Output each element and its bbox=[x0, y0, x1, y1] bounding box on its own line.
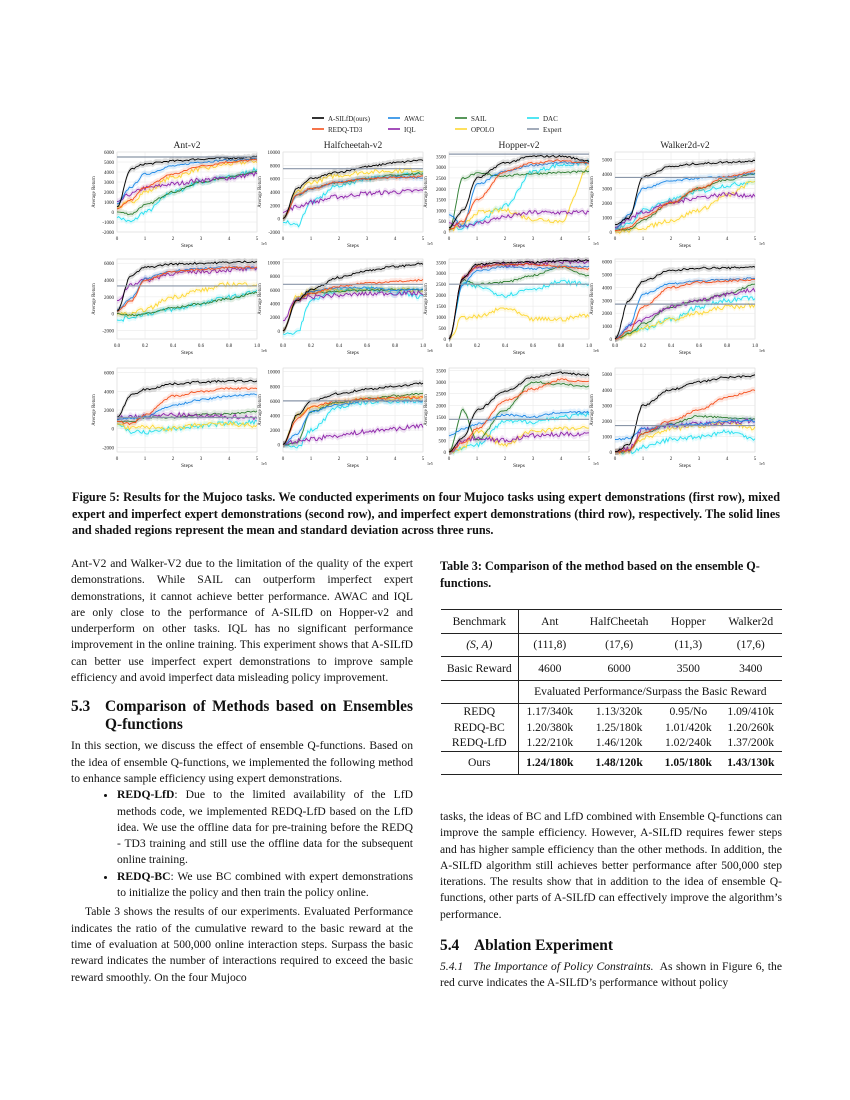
x-tick-label: 0.4 bbox=[501, 344, 509, 349]
x-tick-label: 4 bbox=[725, 457, 729, 462]
x-tick-label: 0 bbox=[281, 457, 285, 462]
y-axis-label: Average Return bbox=[258, 283, 263, 315]
y-tick-label: 1000 bbox=[436, 209, 446, 215]
y-tick-label: 2000 bbox=[270, 429, 280, 435]
list-term: REDQ-BC bbox=[117, 869, 171, 883]
section-number: 5.4 bbox=[440, 937, 460, 955]
y-tick-label: 500 bbox=[438, 220, 446, 226]
x-tick-label: 0 bbox=[447, 237, 451, 242]
subplot bbox=[615, 152, 755, 236]
x-tick-label: 3 bbox=[365, 237, 369, 242]
comparison-table bbox=[441, 609, 782, 775]
table-cell: Benchmark bbox=[441, 610, 518, 634]
y-tick-label: 1000 bbox=[104, 201, 114, 206]
y-tick-label: 6000 bbox=[270, 399, 280, 405]
x-tick-label: 0.0 bbox=[611, 344, 619, 349]
legend-label: AWAC bbox=[404, 115, 425, 123]
x-tick-label: 0.2 bbox=[307, 344, 315, 349]
table-cell: 3500 bbox=[657, 657, 719, 681]
table-cell: 1.09/410k bbox=[720, 704, 782, 720]
y-tick-label: 2000 bbox=[602, 419, 612, 425]
x-tick-label: 1 bbox=[143, 457, 147, 462]
y-tick-label: 4000 bbox=[104, 279, 114, 285]
x-tick-label: 3 bbox=[531, 457, 535, 462]
legend-entry bbox=[312, 115, 371, 123]
y-tick-label: 0 bbox=[443, 231, 446, 236]
y-tick-label: 500 bbox=[438, 327, 446, 333]
x-tick-label: 5 bbox=[255, 457, 259, 462]
y-tick-label: 0 bbox=[111, 427, 114, 433]
y-tick-label: 1000 bbox=[602, 216, 612, 222]
legend-entry bbox=[527, 115, 558, 123]
y-tick-label: 6000 bbox=[104, 151, 114, 156]
table-cell: 1.01/420k bbox=[664, 720, 712, 734]
legend-label: DAC bbox=[543, 115, 558, 123]
legend-entry bbox=[527, 126, 562, 134]
y-tick-label: 1000 bbox=[602, 325, 612, 331]
y-tick-label: 2000 bbox=[436, 404, 446, 410]
y-tick-label: 4000 bbox=[602, 388, 612, 394]
legend-label: OPOLO bbox=[471, 126, 495, 134]
y-tick-label: 3500 bbox=[436, 155, 446, 161]
y-tick-label: 2000 bbox=[270, 204, 280, 210]
x-tick-label: 0 bbox=[115, 237, 119, 242]
list-text: : Due to the limited availability of the LfD methods code, we implemented REDQ-LfD based on the LfD idea. We use the offline data for pre-training before the REDQ - TD3 training and still use the offline data for the subsequent online training. bbox=[117, 788, 413, 867]
paragraph: In this section, we discuss the effect of ensemble Q-functions. Based on the idea of ensemble Q-functions, we implemented the following method to enhance sample efficiency using expert demonstrations. bbox=[71, 739, 413, 785]
table-row bbox=[441, 633, 782, 657]
y-tick-label: 1500 bbox=[436, 305, 446, 311]
legend-label: REDQ-TD3 bbox=[328, 126, 363, 134]
x-scale-label: 1e6 bbox=[261, 348, 267, 353]
x-tick-label: 0.8 bbox=[225, 344, 233, 349]
x-tick-label: 2 bbox=[669, 237, 673, 242]
y-tick-label: 8000 bbox=[270, 164, 280, 170]
x-tick-label: 0.6 bbox=[695, 344, 703, 349]
x-scale-label: 1e6 bbox=[427, 348, 433, 353]
legend-entry bbox=[455, 126, 494, 134]
x-tick-label: 2 bbox=[337, 237, 341, 242]
y-tick-label: 4000 bbox=[104, 171, 114, 176]
y-tick-label: 10000 bbox=[267, 370, 280, 376]
y-tick-label: -2000 bbox=[268, 231, 280, 236]
y-tick-label: 3000 bbox=[602, 299, 612, 305]
table-cell: 6000 bbox=[581, 657, 657, 681]
y-tick-label: 3000 bbox=[104, 181, 114, 186]
y-tick-label: 10000 bbox=[267, 261, 280, 267]
table-cell: 4600 bbox=[518, 657, 581, 681]
x-scale-label: 1e6 bbox=[593, 348, 599, 353]
x-tick-label: 1 bbox=[309, 237, 313, 242]
x-tick-label: 2 bbox=[669, 457, 673, 462]
section-number: 5.3 bbox=[71, 698, 91, 716]
x-tick-label: 4 bbox=[559, 237, 563, 242]
y-tick-label: 6000 bbox=[270, 288, 280, 294]
x-tick-label: 0.4 bbox=[667, 344, 675, 349]
table-cell: 1.20/380k bbox=[526, 720, 574, 734]
legend-label: A-SILfD(ours) bbox=[328, 115, 370, 123]
x-scale-label: 1e5 bbox=[427, 461, 433, 466]
x-tick-label: 1.0 bbox=[751, 344, 759, 349]
x-axis-label: Steps bbox=[513, 463, 525, 469]
y-axis-label: Average Return bbox=[424, 176, 429, 208]
x-tick-label: 4 bbox=[725, 237, 729, 242]
table-row bbox=[441, 735, 782, 751]
y-tick-label: 1000 bbox=[436, 316, 446, 322]
y-tick-label: 2500 bbox=[436, 176, 446, 182]
x-tick-label: 4 bbox=[227, 237, 231, 242]
figure-5-mujoco-results bbox=[0, 0, 850, 480]
subplot bbox=[283, 368, 423, 452]
y-tick-label: 4000 bbox=[602, 172, 612, 178]
x-tick-label: 1.0 bbox=[585, 344, 593, 349]
subplot bbox=[449, 368, 589, 456]
table-cell: (17,6) bbox=[720, 633, 782, 657]
x-tick-label: 5 bbox=[587, 457, 591, 462]
y-axis-label: Average Return bbox=[92, 176, 97, 208]
x-tick-label: 2 bbox=[171, 457, 175, 462]
table-cell: 1.13/320k bbox=[581, 704, 657, 720]
y-axis-label: Average Return bbox=[424, 283, 429, 315]
x-tick-label: 5 bbox=[421, 237, 425, 242]
subsection-title: The Importance of Policy Constraints. bbox=[473, 960, 654, 974]
paragraph: Table 3 shows the results of our experiments. Evaluated Performance indicates the ratio of the cumulative reward to the basic reward at the time of evaluation at 500,000 online interaction steps. Surpass the basic reward indicates the number of interactions required to exceed the basic reward smoothly. On the four Mujoco bbox=[71, 905, 413, 984]
table-cell: (11,3) bbox=[657, 633, 719, 657]
section-heading-5-3 bbox=[71, 698, 413, 734]
y-tick-label: 2000 bbox=[602, 312, 612, 318]
y-tick-label: 6000 bbox=[104, 262, 114, 268]
x-tick-label: 0.2 bbox=[141, 344, 149, 349]
x-tick-label: 0 bbox=[115, 457, 119, 462]
y-axis-label: Average Return bbox=[258, 394, 263, 426]
table-cell: 1.17/340k bbox=[518, 704, 581, 720]
y-tick-label: 0 bbox=[277, 443, 280, 449]
y-tick-label: 10000 bbox=[267, 151, 280, 156]
y-tick-label: 4000 bbox=[270, 302, 280, 308]
y-tick-label: 1000 bbox=[602, 435, 612, 441]
x-tick-label: 0.8 bbox=[391, 344, 399, 349]
right-column bbox=[440, 809, 782, 992]
legend-label: IQL bbox=[404, 126, 416, 134]
table-caption: Table 3: Comparison of the method based on the ensemble Q-functions. bbox=[440, 559, 760, 590]
paragraph bbox=[440, 959, 782, 992]
x-tick-label: 3 bbox=[697, 457, 701, 462]
y-axis-label: Average Return bbox=[590, 176, 595, 208]
x-scale-label: 1e5 bbox=[593, 241, 599, 246]
x-tick-label: 0 bbox=[613, 237, 617, 242]
paragraph: Ant-V2 and Walker-V2 due to the limitation of the quality of the expert demonstrations. While SAIL can outperform imperfect expert demonstrations, it cannot achieve better performance. AWAC and IQL are only close to the performance of A-SILfD on Hopper-v2 and underperform on other tasks. IQL has no significant performance improvement in the online training. This experiment shows that A-SILfD can better use imperfect expert demonstrations to improve sample efficiency and avoid imperfect data misleading policy improvement. bbox=[71, 557, 413, 685]
y-tick-label: -1000 bbox=[102, 221, 114, 226]
x-axis-label: Steps bbox=[181, 350, 193, 356]
paragraph-text: As shown in Figure 6, the red curve indicates the A-SILfD’s performance without policy bbox=[440, 960, 782, 990]
subplot bbox=[615, 259, 755, 342]
table-cell: 1.25/180k bbox=[595, 720, 643, 734]
y-tick-label: 0 bbox=[443, 338, 446, 343]
y-tick-label: -2000 bbox=[102, 231, 114, 236]
x-tick-label: 4 bbox=[393, 457, 397, 462]
subplot-title: Walker2d-v2 bbox=[660, 141, 710, 151]
y-axis-label: Average Return bbox=[424, 394, 429, 426]
y-tick-label: 1500 bbox=[436, 416, 446, 421]
table-cell: 1.46/120k bbox=[595, 736, 643, 750]
y-tick-label: 6000 bbox=[270, 177, 280, 183]
x-tick-label: 3 bbox=[697, 237, 701, 242]
method-list bbox=[71, 787, 413, 901]
x-tick-label: 3 bbox=[531, 237, 535, 242]
section-title: Comparison of Methods based on Ensembles Q-functions bbox=[105, 698, 413, 734]
x-tick-label: 5 bbox=[255, 237, 259, 242]
legend-entry bbox=[388, 126, 416, 134]
y-tick-label: 2000 bbox=[602, 201, 612, 207]
subplot bbox=[449, 152, 589, 234]
x-tick-label: 5 bbox=[587, 237, 591, 242]
y-axis-label: Average Return bbox=[590, 394, 595, 426]
x-tick-label: 1 bbox=[475, 237, 479, 242]
x-tick-label: 1 bbox=[641, 457, 645, 462]
x-tick-label: 5 bbox=[753, 457, 757, 462]
y-tick-label: 4000 bbox=[270, 414, 280, 420]
x-scale-label: 1e5 bbox=[759, 461, 765, 466]
y-tick-label: 4000 bbox=[270, 191, 280, 196]
table-cell: (S, A) bbox=[441, 633, 518, 657]
table-cell: 1.24/180k bbox=[518, 751, 581, 775]
x-tick-label: 3 bbox=[199, 457, 203, 462]
x-scale-label: 1e5 bbox=[759, 241, 765, 246]
y-tick-label: 0 bbox=[609, 231, 612, 236]
x-tick-label: 1 bbox=[641, 237, 645, 242]
y-tick-label: 3000 bbox=[436, 381, 446, 386]
y-tick-label: 0 bbox=[111, 312, 114, 318]
x-scale-label: 1e6 bbox=[759, 348, 765, 353]
x-tick-label: 0 bbox=[613, 457, 617, 462]
figure-caption: Figure 5: Results for the Mujoco tasks. We conducted experiments on four Mujoco tasks using expert demonstrations (first row), mixed expert and imperfect expert demonstrations (second row), and imperfect expert demonstrations (third row), respectively. The solid lines and shaded regions represent the mean and standard deviation across three runs. bbox=[72, 490, 780, 538]
table-row bbox=[441, 720, 782, 736]
legend-entry bbox=[312, 126, 363, 134]
x-tick-label: 0.2 bbox=[639, 344, 647, 349]
y-tick-label: 3000 bbox=[602, 404, 612, 410]
y-tick-label: 3000 bbox=[602, 187, 612, 193]
x-tick-label: 0.6 bbox=[363, 344, 371, 349]
x-tick-label: 0.6 bbox=[529, 344, 537, 349]
table-cell: 1.20/260k bbox=[727, 720, 775, 734]
x-tick-label: 5 bbox=[421, 457, 425, 462]
y-tick-label: 3000 bbox=[436, 166, 446, 172]
table-cell: Ant bbox=[518, 610, 581, 634]
y-tick-label: 500 bbox=[438, 439, 446, 445]
x-axis-label: Steps bbox=[513, 243, 525, 249]
y-tick-label: 6000 bbox=[602, 260, 612, 266]
table-cell: REDQ-LfD bbox=[441, 735, 518, 751]
x-axis-label: Steps bbox=[181, 243, 193, 249]
x-tick-label: 0.6 bbox=[197, 344, 205, 349]
table-row bbox=[441, 657, 782, 681]
x-tick-label: 1 bbox=[475, 457, 479, 462]
y-tick-label: 2500 bbox=[436, 283, 446, 289]
x-axis-label: Steps bbox=[347, 243, 359, 249]
x-tick-label: 3 bbox=[365, 457, 369, 462]
y-tick-label: 8000 bbox=[270, 385, 280, 391]
table-cell: Walker2d bbox=[720, 610, 782, 634]
y-tick-label: 0 bbox=[443, 451, 446, 456]
x-tick-label: 0 bbox=[281, 237, 285, 242]
table-row bbox=[441, 680, 782, 704]
x-tick-label: 3 bbox=[199, 237, 203, 242]
y-tick-label: 0 bbox=[277, 217, 280, 223]
x-tick-label: 4 bbox=[227, 457, 231, 462]
legend-entry bbox=[455, 115, 487, 123]
section-heading-5-4 bbox=[440, 937, 782, 955]
subplot bbox=[117, 258, 257, 339]
y-tick-label: 5000 bbox=[602, 273, 612, 279]
table-cell: (111,8) bbox=[518, 633, 581, 657]
x-tick-label: 0.0 bbox=[445, 344, 453, 349]
y-tick-label: 0 bbox=[277, 329, 280, 335]
table-cell: 1.43/130k bbox=[720, 751, 782, 775]
x-axis-label: Steps bbox=[679, 350, 691, 356]
x-scale-label: 1e5 bbox=[427, 241, 433, 246]
table-cell: REDQ bbox=[441, 704, 518, 720]
x-tick-label: 1 bbox=[143, 237, 147, 242]
x-tick-label: 1 bbox=[309, 457, 313, 462]
y-axis-label: Average Return bbox=[590, 283, 595, 315]
y-axis-label: Average Return bbox=[258, 176, 263, 208]
table-cell: 1.02/240k bbox=[664, 736, 712, 750]
y-tick-label: 4000 bbox=[602, 286, 612, 292]
x-tick-label: 0.4 bbox=[169, 344, 177, 349]
subsection-number: 5.4.1 bbox=[440, 960, 464, 974]
legend-label: Expert bbox=[543, 126, 562, 134]
y-tick-label: 3500 bbox=[436, 369, 446, 375]
y-tick-label: -2000 bbox=[102, 329, 114, 335]
x-tick-label: 0.4 bbox=[335, 344, 343, 349]
x-tick-label: 2 bbox=[171, 237, 175, 242]
table-cell: 1.05/180k bbox=[657, 751, 719, 775]
x-tick-label: 2 bbox=[503, 457, 507, 462]
y-axis-label: Average Return bbox=[92, 394, 97, 426]
x-axis-label: Steps bbox=[679, 463, 691, 469]
x-scale-label: 1e5 bbox=[261, 461, 267, 466]
table-cell: 0.95/No bbox=[657, 704, 719, 720]
y-tick-label: 1000 bbox=[436, 427, 446, 433]
table-cell: (17,6) bbox=[581, 633, 657, 657]
x-tick-label: 2 bbox=[503, 237, 507, 242]
table-row-ours bbox=[441, 751, 782, 775]
x-tick-label: 4 bbox=[393, 237, 397, 242]
legend-entry bbox=[388, 115, 424, 123]
y-tick-label: 3500 bbox=[436, 261, 446, 267]
x-axis-label: Steps bbox=[679, 243, 691, 249]
y-tick-label: 2500 bbox=[436, 392, 446, 398]
x-tick-label: 0.0 bbox=[279, 344, 287, 349]
subplot bbox=[117, 152, 257, 232]
x-tick-label: 0.8 bbox=[723, 344, 731, 349]
x-scale-label: 1e5 bbox=[593, 461, 599, 466]
x-tick-label: 1.0 bbox=[253, 344, 261, 349]
table-cell: REDQ-BC bbox=[441, 720, 518, 736]
table-cell: Basic Reward bbox=[441, 657, 518, 681]
x-tick-label: 0.0 bbox=[113, 344, 121, 349]
x-tick-label: 0.2 bbox=[473, 344, 481, 349]
table-span-header: Evaluated Performance/Surpass the Basic Reward bbox=[518, 680, 782, 704]
x-axis-label: Steps bbox=[513, 350, 525, 356]
left-column bbox=[71, 556, 413, 986]
subplot bbox=[283, 259, 423, 339]
subplot bbox=[449, 257, 589, 343]
y-tick-label: 2000 bbox=[104, 409, 114, 414]
y-tick-label: 0 bbox=[111, 211, 114, 216]
list-item bbox=[117, 787, 413, 868]
x-tick-label: 4 bbox=[559, 457, 563, 462]
list-text: : We use BC combined with expert demonstrations to initialize the policy and then train the policy online. bbox=[117, 869, 413, 900]
section-title: Ablation Experiment bbox=[474, 937, 613, 955]
table-cell: Hopper bbox=[657, 610, 719, 634]
y-tick-label: 5000 bbox=[104, 161, 114, 166]
subplot-title: Hopper-v2 bbox=[498, 141, 540, 151]
subplot bbox=[117, 368, 257, 452]
x-axis-label: Steps bbox=[347, 463, 359, 469]
x-tick-label: 0.8 bbox=[557, 344, 565, 349]
y-tick-label: 5000 bbox=[602, 158, 612, 164]
y-tick-label: 2000 bbox=[270, 316, 280, 322]
x-tick-label: 2 bbox=[337, 457, 341, 462]
subplot-title: Halfcheetah-v2 bbox=[323, 141, 383, 151]
y-tick-label: 2000 bbox=[436, 294, 446, 300]
list-term: REDQ-LfD bbox=[117, 788, 175, 802]
y-axis-label: Average Return bbox=[92, 283, 97, 315]
x-axis-label: Steps bbox=[181, 463, 193, 469]
x-tick-label: 1.0 bbox=[419, 344, 427, 349]
table-cell: Ours bbox=[441, 751, 518, 775]
x-scale-label: 1e5 bbox=[261, 241, 267, 246]
y-tick-label: 2000 bbox=[104, 191, 114, 196]
y-tick-label: 2000 bbox=[436, 187, 446, 193]
y-tick-label: 0 bbox=[609, 451, 612, 456]
table-row bbox=[441, 704, 782, 720]
list-item bbox=[117, 869, 413, 902]
y-tick-label: 0 bbox=[609, 338, 612, 343]
table-cell: 1.48/120k bbox=[581, 751, 657, 775]
table-cell: 1.37/200k bbox=[727, 736, 775, 750]
y-tick-label: 3000 bbox=[436, 272, 446, 278]
y-tick-label: 6000 bbox=[104, 371, 114, 377]
subplot bbox=[615, 368, 755, 457]
y-tick-label: 2000 bbox=[104, 295, 114, 301]
x-tick-label: 5 bbox=[753, 237, 757, 242]
table-cell bbox=[441, 680, 518, 704]
x-tick-label: 0 bbox=[447, 457, 451, 462]
table-cell: 3400 bbox=[720, 657, 782, 681]
table-cell: 1.22/210k bbox=[526, 736, 574, 750]
legend-label: SAIL bbox=[471, 115, 487, 123]
table-header-row bbox=[441, 610, 782, 634]
y-tick-label: 4000 bbox=[104, 390, 114, 396]
table-cell: HalfCheetah bbox=[581, 610, 657, 634]
paragraph: tasks, the ideas of BC and LfD combined with Ensemble Q-functions can improve the sample efficiency. However, A-SILfD requires fewer steps and has higher sample efficiency than the other methods. In addition, the A-SILfD algorithm still achieves better performance after 500,000 step iterations. The results show that in addition to the idea of ensemble Q-functions, other parts of A-SILfD can effectively improve the algorithm’s performance. bbox=[440, 810, 782, 921]
y-tick-label: 8000 bbox=[270, 275, 280, 281]
y-tick-label: -2000 bbox=[102, 446, 114, 452]
y-tick-label: 5000 bbox=[602, 373, 612, 379]
x-axis-label: Steps bbox=[347, 350, 359, 356]
subplot bbox=[283, 152, 423, 232]
subplot-title: Ant-v2 bbox=[173, 141, 201, 151]
y-tick-label: 1500 bbox=[436, 198, 446, 204]
